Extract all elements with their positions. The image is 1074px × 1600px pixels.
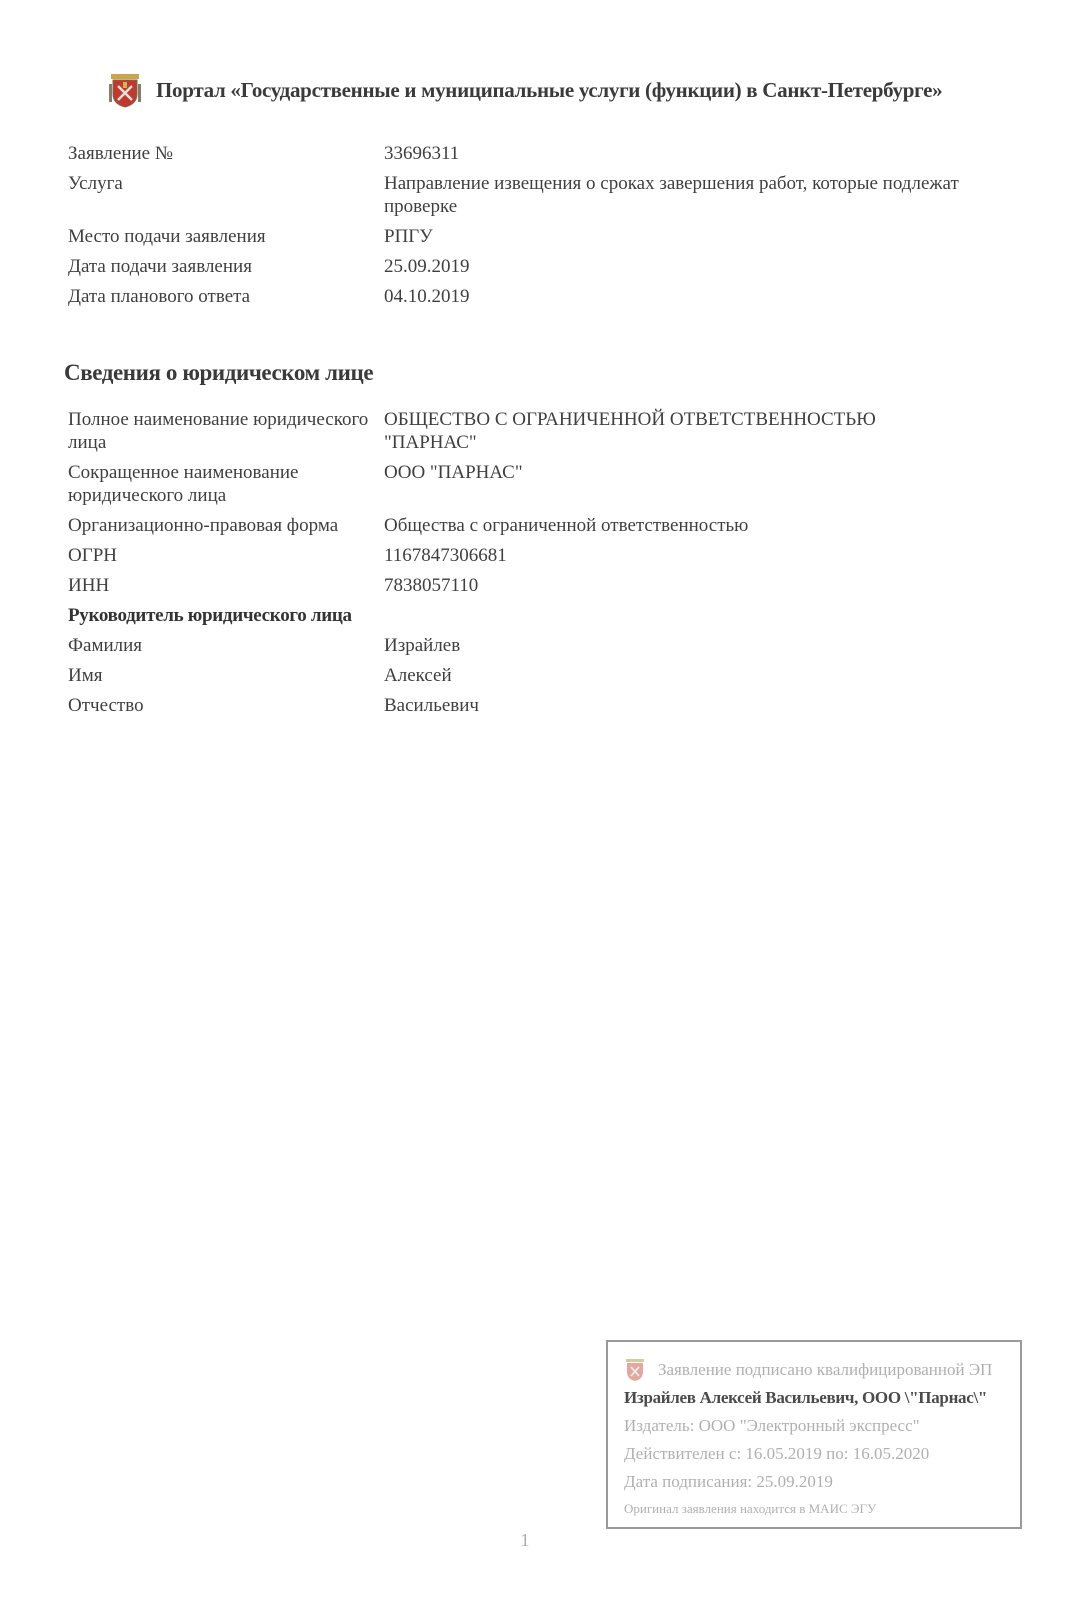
field-label: Отчество <box>68 695 144 716</box>
field-label: Сокращенное наименование юридического лица <box>68 462 299 506</box>
field-label: Имя <box>68 665 103 686</box>
field-label: ИНН <box>68 575 110 596</box>
full-name-row <box>68 408 968 454</box>
field-value: 7838057110 <box>384 575 479 596</box>
stamp-heading-line <box>624 1356 1020 1384</box>
stamp-issuer: Издатель: ООО "Электронный экспресс" <box>624 1416 920 1435</box>
field-label: Дата планового ответа <box>68 286 251 307</box>
field-label: Место подачи заявления <box>68 226 266 247</box>
legal-entity-section-title: Сведения о юридическом лице <box>64 360 374 385</box>
field-label: Услуга <box>68 173 123 194</box>
field-value: 33696311 <box>384 143 460 164</box>
legal-form-row <box>68 514 968 537</box>
entity-head-subtitle: Руководитель юридического лица <box>68 605 352 626</box>
field-label: Полное наименование юридического лица <box>68 409 369 453</box>
field-value: 04.10.2019 <box>384 286 470 307</box>
field-value: Общества с ограниченной ответственностью <box>384 515 749 536</box>
stamp-signer: Израйлев Алексей Васильевич, ООО \"Парнас\" <box>624 1388 988 1407</box>
stamp-validity: Действителен с: 16.05.2019 по: 16.05.2020 <box>624 1444 930 1463</box>
field-value: Израйлев <box>384 635 461 656</box>
field-label: Заявление № <box>68 143 173 164</box>
field-label: Организационно-правовая форма <box>68 515 339 536</box>
portal-title: Портал «Государственные и муниципальные услуги (функции) в Санкт-Петербурге» <box>156 77 943 102</box>
service-row <box>68 172 968 218</box>
page-header <box>108 70 1008 110</box>
field-value: Алексей <box>384 665 452 686</box>
field-label: ОГРН <box>68 545 117 566</box>
field-label: Фамилия <box>68 635 143 656</box>
application-details <box>68 142 968 315</box>
field-value: ООО "ПАРНАС" <box>384 462 523 483</box>
page-number: 1 <box>520 1530 530 1550</box>
field-value: Васильевич <box>384 695 479 716</box>
inn-row <box>68 574 968 597</box>
submission-date-row <box>68 255 968 278</box>
application-number-row <box>68 142 968 165</box>
patronymic-row <box>68 694 968 717</box>
electronic-signature-stamp <box>606 1340 1022 1529</box>
field-value: 1167847306681 <box>384 545 507 566</box>
field-value: РПГУ <box>384 226 433 247</box>
submission-place-row <box>68 225 968 248</box>
stamp-original-note: Оригинал заявления находится в МАИС ЭГУ <box>624 1501 877 1516</box>
legal-entity-details <box>68 408 968 724</box>
spb-coat-of-arms-icon <box>624 1358 646 1382</box>
planned-answer-date-row <box>68 285 968 308</box>
ogrn-row <box>68 544 968 567</box>
surname-row <box>68 634 968 657</box>
stamp-signing-date: Дата подписания: 25.09.2019 <box>624 1472 833 1491</box>
stamp-heading: Заявление подписано квалифицированной ЭП <box>658 1360 993 1379</box>
field-value: 25.09.2019 <box>384 256 470 277</box>
first-name-row <box>68 664 968 687</box>
short-name-row <box>68 461 968 507</box>
field-value: ОБЩЕСТВО С ОГРАНИЧЕННОЙ ОТВЕТСТВЕННОСТЬЮ "ПАРНАС" <box>384 409 876 453</box>
spb-coat-of-arms-icon <box>108 72 142 108</box>
field-label: Дата подачи заявления <box>68 256 252 277</box>
field-value: Направление извещения о сроках завершения работ, которые подлежат проверке <box>384 173 959 217</box>
